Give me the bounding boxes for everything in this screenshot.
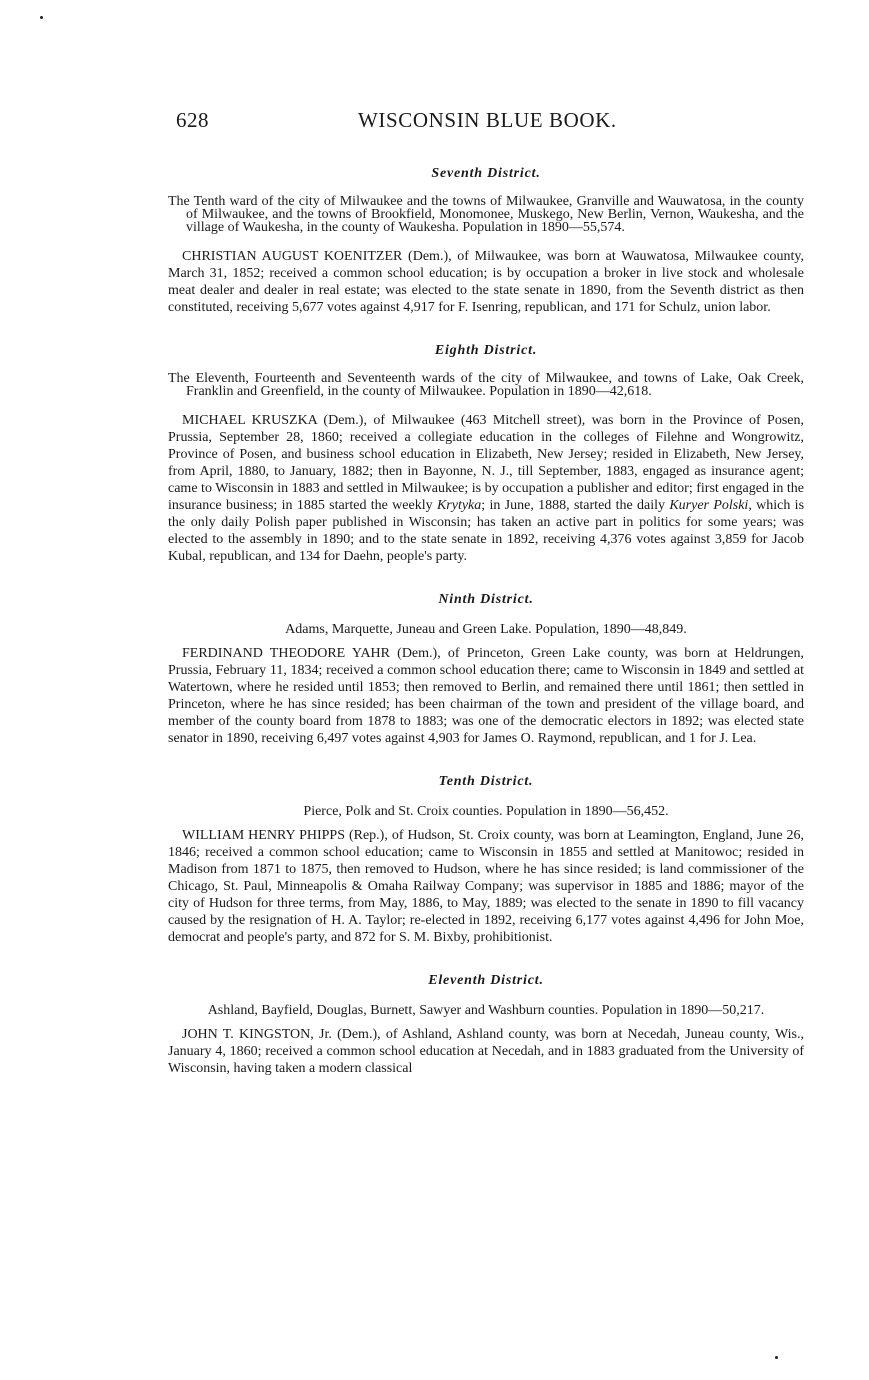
district-heading: Eighth District. (434, 343, 538, 358)
district-heading: Tenth District. (438, 774, 534, 789)
book-page (168, 108, 804, 1077)
biography-text: ; in June, 1888, started the daily (481, 498, 670, 513)
senator-biography (168, 412, 804, 565)
section-eighth-district (168, 343, 804, 565)
section-tenth-district (168, 774, 804, 946)
newspaper-title: Kuryer Polski (669, 498, 749, 513)
page-number: 628 (176, 108, 209, 132)
district-description: The Tenth ward of the city of Milwaukee and the towns of Milwaukee, Granville and Wauwatosa, in the county of Milwaukee, and the towns of Brookfield, Monomonee, Muskego, New Berlin, Vernon, Waukesha, and the village of Waukesha, in the county of Waukesha. Population in 1890—55,574. (168, 194, 804, 235)
print-speck-top (40, 16, 43, 19)
senator-biography: WILLIAM HENRY PHIPPS (Rep.), of Hudson, St. Croix county, was born at Leamington, England, June 26, 1846; received a common school education; came to Wisconsin in 1855 and settled at Manitowoc; resided in Madison from 1871 to 1875, then removed to Hudson, where he has since resided; is land commissioner of the Chicago, St. Paul, Minneapolis & Omaha Railway Company; was supervisor in 1885 and 1886; mayor of the city of Hudson for three terms, from May, 1886, to May, 1889; was elected to the senate in 1890 to fill vacancy caused by the resignation of H. A. Taylor; re-elected in 1892, receiving 6,177 votes against 4,496 for John Moe, democrat and people's party, and 872 for S. M. Bixby, prohibitionist. (168, 828, 804, 945)
senator-biography: CHRISTIAN AUGUST KOENITZER (Dem.), of Milwaukee, was born at Wauwatosa, Milwaukee county, March 31, 1852; received a common school education; is by occupation a broker in live stock and wholesale meat dealer and dealer in real estate; was elected to the state senate in 1890, from the Seventh district as then constituted, receiving 5,677 votes against 4,917 for F. Isenring, republican, and 171 for Schulz, union labor. (168, 249, 804, 315)
newspaper-title: Krytyka (436, 498, 482, 513)
district-description: Ashland, Bayfield, Douglas, Burnett, Sawyer and Washburn counties. Population in 1890—50,217. (207, 1003, 765, 1018)
district-description: Pierce, Polk and St. Croix counties. Population in 1890—56,452. (303, 804, 669, 819)
section-seventh-district (168, 166, 804, 316)
district-heading: Eleventh District. (428, 973, 544, 988)
district-heading: Ninth District. (438, 592, 534, 607)
senator-biography: JOHN T. KINGSTON, Jr. (Dem.), of Ashland, Ashland county, was born at Necedah, Juneau county, Wis., January 4, 1860; received a common school education at Necedah, and in 1883 graduated from the University of Wisconsin, having taken a modern classical (168, 1027, 804, 1076)
section-ninth-district (168, 592, 804, 747)
district-description: The Eleventh, Fourteenth and Seventeenth wards of the city of Milwaukee, and towns of Lake, Oak Creek, Franklin and Greenfield, in the county of Milwaukee. Population in 1890—42,618. (168, 371, 804, 399)
print-speck-bottom (775, 1356, 778, 1359)
district-heading: Seventh District. (431, 166, 541, 181)
district-description: Adams, Marquette, Juneau and Green Lake. Population, 1890—48,849. (285, 622, 687, 637)
book-title: WISCONSIN BLUE BOOK. (358, 108, 617, 132)
biography-text: , which is the only daily Polish paper published in Wisconsin; has taken an active part in politics for some years; was elected to the assembly in 1890; and to the state senate in 1892, receiving 4,376 votes against 3,859 for Jacob Kubal, republican, and 134 for Daehn, people's party. (168, 498, 805, 564)
biography-text: MICHAEL KRUSZKA (Dem.), of Milwaukee (463 Mitchell street), was born in the Province of Posen, Prussia, September 28, 1860; received a collegiate education in the colleges of Filehne and Wongrowitz, Province of Posen, and business school education in Elizabeth, New Jersey; resided in Elizabeth, New Jersey, from April, 1880, to January, 1882; then in Bayonne, N. J., till September, 1883, engaged as insurance agent; came to Wisconsin in 1883 and settled in Milwaukee; is by occupation a publisher and editor; first engaged in the insurance business; in 1885 started the weekly (168, 413, 804, 513)
section-eleventh-district (168, 973, 804, 1077)
senator-biography: FERDINAND THEODORE YAHR (Dem.), of Princeton, Green Lake county, was born at Heldrungen, Prussia, February 11, 1834; received a common school education there; came to Wisconsin in 1849 and settled at Watertown, where he resided until 1853; then removed to Berlin, and remained there until 1861; then settled in Princeton, where he has since resided; has been chairman of the town and president of the village board, and member of the county board from 1878 to 1883; was one of the democratic electors in 1892; was elected state senator in 1890, receiving 6,497 votes against 4,903 for James O. Raymond, republican, and 1 for J. Lea. (168, 646, 804, 746)
running-head (168, 108, 804, 138)
